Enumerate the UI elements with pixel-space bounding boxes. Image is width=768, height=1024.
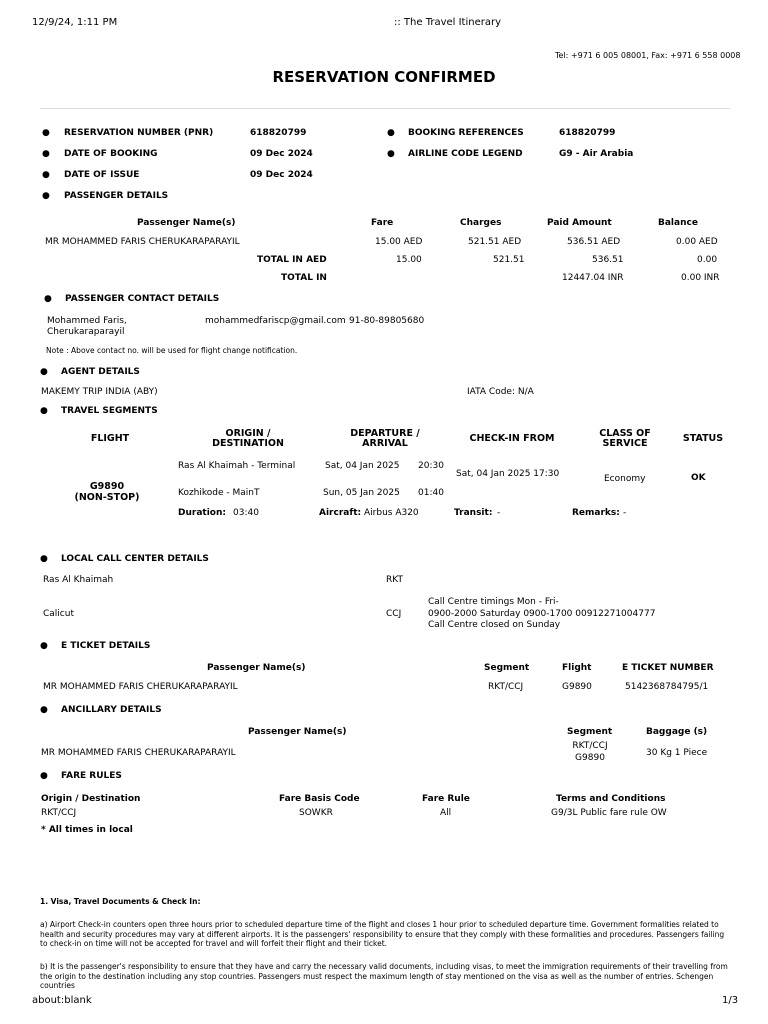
total-aed-paid: 536.51 <box>592 255 624 265</box>
iata-code: IATA Code: N/A <box>467 387 534 397</box>
passenger-charges: 521.51 AED <box>468 237 522 247</box>
col-class-1: CLASS OF <box>599 428 651 439</box>
eticket-col-name: Passenger Name(s) <box>207 663 306 673</box>
document-title: RESERVATION CONFIRMED <box>272 68 496 86</box>
remarks-value: - <box>623 508 627 518</box>
segment-origin: Ras Al Khaimah - Terminal <box>178 461 296 471</box>
col-status: STATUS <box>682 433 724 444</box>
segment-dep-date: Sat, 04 Jan 2025 <box>325 461 400 471</box>
total-in-label: TOTAL IN <box>281 273 327 283</box>
bullet: ● <box>40 554 48 564</box>
bullet: ● <box>40 367 48 377</box>
agent-name: MAKEMY TRIP INDIA (ABY) <box>41 387 158 397</box>
call-center-code-1: RKT <box>386 575 403 585</box>
fare-col-basis: Fare Basis Code <box>279 794 360 804</box>
passenger-fare: 15.00 AED <box>375 237 423 247</box>
aircraft-value: Airbus A320 <box>364 508 419 518</box>
contact-email: mohammedfariscp@gmail.com <box>205 316 346 326</box>
col-fare: Fare <box>371 218 394 228</box>
ancillary-col-name: Passenger Name(s) <box>248 727 347 737</box>
col-origin-2: DESTINATION <box>212 438 284 449</box>
passenger-balance: 0.00 AED <box>676 237 718 247</box>
contact-phone: 91-80-89805680 <box>349 316 425 326</box>
eticket-name: MR MOHAMMED FARIS CHERUKARAPARAYIL <box>43 682 238 692</box>
segment-arr-date: Sun, 05 Jan 2025 <box>323 488 400 498</box>
bullet: ● <box>40 771 48 781</box>
page-title: :: The Travel Itinerary <box>394 17 502 28</box>
contact-details-heading: PASSENGER CONTACT DETAILS <box>65 294 220 304</box>
aircraft-label: Aircraft: <box>319 508 362 518</box>
eticket-heading: E TICKET DETAILS <box>61 641 151 651</box>
booking-ref-label: BOOKING REFERENCES <box>408 128 524 138</box>
col-charges: Charges <box>460 218 502 228</box>
airline-legend-label: AIRLINE CODE LEGEND <box>408 149 523 159</box>
passenger-details-heading: PASSENGER DETAILS <box>64 191 169 201</box>
travel-segments-heading: TRAVEL SEGMENTS <box>61 406 158 416</box>
fare-col-od: Origin / Destination <box>41 794 141 804</box>
visa-paragraph-b: b) It is the passenger's responsibility to ensure that they have and carry the necessary valid documents, including visas, to meet the immigration requirements of their travelling from the origin to the destination including any stop countries. Passengers must respect the maximum length of stay mentioned on the visa as well as the number of entries. Schengen countries <box>40 962 728 990</box>
visa-paragraph-a: a) Airport Check-in counters open three hours prior to scheduled departure time of the flight and closes 1 hour prior to scheduled departure time. Government formalities related to health and security procedures may vary at different airports. It is the passengers' responsibility to ensure that they comply with these formalities and procedures. Passengers failing to check-in on time will not be accepted for travel and will forfeit their flight and their ticket. <box>40 920 725 948</box>
divider <box>40 108 730 109</box>
transit-value: - <box>497 508 501 518</box>
segment-status: OK <box>691 473 706 483</box>
call-center-code-2: CCJ <box>386 609 402 619</box>
duration-value: 03:40 <box>233 508 259 518</box>
ancillary-name: MR MOHAMMED FARIS CHERUKARAPARAYIL <box>41 748 236 758</box>
date-booking-label: DATE OF BOOKING <box>64 149 158 159</box>
airline-legend-value: G9 - Air Arabia <box>559 149 634 159</box>
col-balance: Balance <box>658 218 698 228</box>
call-center-city-1: Ras Al Khaimah <box>43 575 114 585</box>
total-in-balance: 0.00 INR <box>681 273 720 283</box>
bullet: ● <box>42 149 50 159</box>
total-aed-balance: 0.00 <box>697 255 718 265</box>
col-paid-amount: Paid Amount <box>547 218 612 228</box>
eticket-col-number: E TICKET NUMBER <box>622 663 714 673</box>
col-origin-1: ORIGIN / <box>225 428 271 439</box>
col-class-2: SERVICE <box>602 438 648 449</box>
fare-od: RKT/CCJ <box>41 808 77 818</box>
call-center-info-3: Call Centre closed on Sunday <box>428 620 561 630</box>
segment-dep-time: 20:30 <box>418 461 444 471</box>
eticket-flight: G9890 <box>562 682 592 692</box>
call-center-info-2: 0900-2000 Saturday 0900-1700 00912271004777 <box>428 609 656 619</box>
agent-details-heading: AGENT DETAILS <box>61 367 140 377</box>
pnr-label: RESERVATION NUMBER (PNR) <box>64 128 214 138</box>
ancillary-baggage: 30 Kg 1 Piece <box>646 748 708 758</box>
ancillary-col-segment: Segment <box>567 727 613 737</box>
total-aed-fare: 15.00 <box>396 255 422 265</box>
booking-ref-value: 618820799 <box>559 128 616 138</box>
bullet: ● <box>40 641 48 651</box>
col-checkin: CHECK-IN FROM <box>469 433 555 444</box>
bullet: ● <box>42 128 50 138</box>
eticket-segment: RKT/CCJ <box>488 682 524 692</box>
segment-class: Economy <box>604 474 646 484</box>
total-aed-charges: 521.51 <box>493 255 525 265</box>
date-booking-value: 09 Dec 2024 <box>250 149 313 159</box>
bullet: ● <box>40 705 48 715</box>
bullet: ● <box>44 294 52 304</box>
segment-flight-number: G9890 <box>89 481 125 492</box>
eticket-col-flight: Flight <box>562 663 592 673</box>
fare-col-terms: Terms and Conditions <box>556 794 666 804</box>
bullet: ● <box>387 128 395 138</box>
call-center-heading: LOCAL CALL CENTER DETAILS <box>61 554 209 564</box>
remarks-label: Remarks: <box>572 508 620 518</box>
ancillary-segment-2: G9890 <box>575 753 605 763</box>
col-departure-1: DEPARTURE / <box>350 428 420 439</box>
ancillary-col-baggage: Baggage (s) <box>646 727 708 737</box>
segment-flight-type: (NON-STOP) <box>74 492 140 503</box>
col-departure-2: ARRIVAL <box>362 438 408 449</box>
times-note: * All times in local <box>41 825 133 835</box>
page-count: 1/3 <box>722 995 739 1006</box>
passenger-name: MR MOHAMMED FARIS CHERUKARAPARAYIL <box>45 237 240 247</box>
bullet: ● <box>42 191 50 201</box>
bullet: ● <box>42 170 50 180</box>
ancillary-heading: ANCILLARY DETAILS <box>61 705 162 715</box>
contact-name-line2: Cherukaraparayil <box>47 327 125 337</box>
call-center-city-2: Calicut <box>43 609 74 619</box>
pnr-value: 618820799 <box>250 128 307 138</box>
date-issue-label: DATE OF ISSUE <box>64 170 140 180</box>
fare-terms: G9/3L Public fare rule OW <box>551 808 667 818</box>
transit-label: Transit: <box>454 508 493 518</box>
eticket-col-segment: Segment <box>484 663 530 673</box>
fare-col-rule: Fare Rule <box>422 794 470 804</box>
segment-destination: Kozhikode - MainT <box>178 488 260 498</box>
total-aed-label: TOTAL IN AED <box>257 255 327 265</box>
visa-heading: 1. Visa, Travel Documents & Check In: <box>40 897 201 906</box>
segment-checkin: Sat, 04 Jan 2025 17:30 <box>456 469 560 479</box>
contact-name-line1: Mohammed Faris, <box>47 316 127 326</box>
col-flight: FLIGHT <box>90 433 130 444</box>
passenger-paid: 536.51 AED <box>567 237 621 247</box>
bullet: ● <box>40 406 48 416</box>
print-timestamp: 12/9/24, 1:11 PM <box>32 17 118 28</box>
eticket-number: 5142368784795/1 <box>625 682 709 692</box>
date-issue-value: 09 Dec 2024 <box>250 170 313 180</box>
col-passenger-name: Passenger Name(s) <box>137 218 236 228</box>
footer-url: about:blank <box>32 995 92 1006</box>
call-center-info-1: Call Centre timings Mon - Fri- <box>428 597 559 607</box>
contact-line: Tel: +971 6 005 08001, Fax: +971 6 558 0008 <box>555 51 741 60</box>
fare-rule: All <box>440 808 452 818</box>
ancillary-segment-1: RKT/CCJ <box>572 741 608 751</box>
contact-note: Note : Above contact no. will be used for flight change notification. <box>46 346 298 355</box>
duration-label: Duration: <box>178 508 226 518</box>
bullet: ● <box>387 149 395 159</box>
total-in-paid: 12447.04 INR <box>562 273 624 283</box>
fare-basis: SOWKR <box>299 808 333 818</box>
fare-rules-heading: FARE RULES <box>61 771 122 781</box>
segment-arr-time: 01:40 <box>418 488 444 498</box>
